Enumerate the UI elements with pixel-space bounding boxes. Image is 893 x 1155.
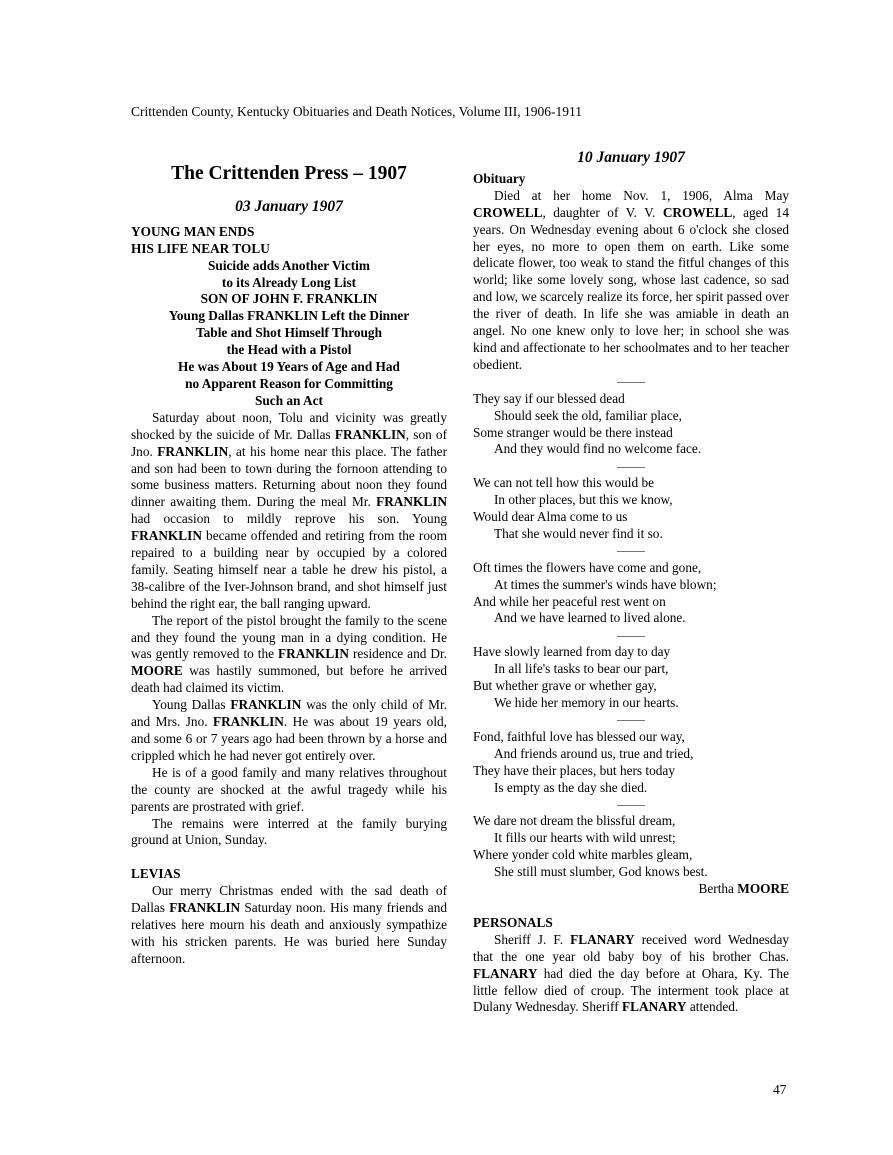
poem-line: Would dear Alma come to us bbox=[473, 509, 628, 525]
section-heading-levias: LEVIAS bbox=[131, 866, 181, 882]
section-heading-personals: PERSONALS bbox=[473, 914, 553, 930]
poem-signature: Bertha MOORE bbox=[698, 880, 789, 896]
subheadline: He was About 19 Years of Age and Had bbox=[178, 359, 400, 375]
poem-line: They say if our blessed dead bbox=[473, 390, 625, 406]
poem-line: And while her peaceful rest went on bbox=[473, 593, 666, 609]
subheadline: Young Dallas FRANKLIN Left the Dinner bbox=[168, 308, 410, 324]
right-column bbox=[473, 150, 789, 1016]
article-paragraph: Saturday about noon, Tolu and vicinity was greatly shocked by the suicide of Mr. Dallas FRANKLIN, son of Jno. FRANKLIN, at his home near this place. The father and son had been to town during the fornoon attending to some business matters. Returning about noon they found dinner awaiting them. During the meal Mr. FRANKLIN had occasion to mildly reprove his son. Young FRANKLIN became offended and retiring from the room repaired to a building near by occupied by a colored family. Seating himself near a table he drew his pistol, a 38-calibre of the Iver-Johnson brand, and shot himself just behind the right ear, the ball ranging upward. bbox=[131, 409, 447, 611]
subheadline: Suicide adds Another Victim bbox=[208, 257, 370, 273]
article-paragraph: The report of the pistol brought the family to the scene and they found the young man in a dying condition. He was gently removed to the FRANKLIN residence and Dr. MOORE was hastily summoned, but before he arrived death had claimed its victim. bbox=[131, 612, 447, 696]
headline-line: HIS LIFE NEAR TOLU bbox=[131, 240, 270, 256]
page-number: 47 bbox=[773, 1082, 787, 1097]
stanza-divider bbox=[473, 796, 789, 813]
section-heading-obituary: Obituary bbox=[473, 170, 526, 186]
poem-line: We hide her memory in our hearts. bbox=[494, 695, 679, 710]
poem-line: We can not tell how this would be bbox=[473, 475, 654, 491]
stanza-divider bbox=[473, 627, 789, 644]
poem-line: Where yonder cold white marbles gleam, bbox=[473, 847, 693, 863]
subheadline: no Apparent Reason for Committing bbox=[185, 375, 393, 391]
subheadline: the Head with a Pistol bbox=[226, 342, 352, 358]
poem-stanza bbox=[473, 644, 789, 712]
article-paragraph: The remains were interred at the family burying ground at Union, Sunday. bbox=[131, 815, 447, 848]
headline bbox=[131, 224, 447, 258]
poem-line: In other places, but this we know, bbox=[494, 492, 673, 508]
poem-line: Some stranger would be there instead bbox=[473, 424, 673, 440]
article-paragraph: Young Dallas FRANKLIN was the only child of Mr. and Mrs. Jno. FRANKLIN. He was about 19 years old, and some 6 or 7 years ago had been thrown by a horse and crippled which he had never got entirely over. bbox=[131, 697, 448, 763]
stanza-divider bbox=[473, 458, 789, 475]
poem-line: And they would find no welcome face. bbox=[494, 441, 702, 457]
poem-line: And friends around us, true and tried, bbox=[494, 745, 694, 761]
poem-stanza bbox=[473, 560, 789, 628]
poem-line: They have their places, but hers today bbox=[473, 762, 675, 778]
poem-line: We dare not dream the blissful dream, bbox=[473, 813, 676, 829]
poem-line: Fond, faithful love has blessed our way, bbox=[473, 728, 685, 744]
poem-line: Have slowly learned from day to day bbox=[473, 644, 671, 660]
poem-line: Oft times the flowers have come and gone, bbox=[473, 559, 702, 575]
poem-line: At times the summer's winds have blown; bbox=[494, 576, 717, 592]
poem-line: In all life's tasks to bear our part, bbox=[494, 661, 669, 677]
subheadline: SON OF JOHN F. FRANKLIN bbox=[200, 291, 378, 307]
poem-stanza bbox=[473, 729, 789, 797]
poem-line: That she would never find it so. bbox=[494, 525, 663, 541]
levias-paragraph: Our merry Christmas ended with the sad death of Dallas FRANKLIN Saturday noon. His many friends and relatives here mourn his death and anxiously sympathize with his stricken parents. He was buried here Sunday afternoon. bbox=[131, 883, 448, 966]
issue-date: 03 January 1907 bbox=[235, 197, 343, 215]
subheadline: Table and Shot Himself Through bbox=[196, 325, 382, 341]
poem-stanza bbox=[473, 391, 789, 459]
poem-stanza bbox=[473, 475, 789, 543]
issue-date: 10 January 1907 bbox=[577, 149, 685, 166]
poem-line: Is empty as the day she died. bbox=[494, 779, 648, 795]
headline-line: YOUNG MAN ENDS bbox=[131, 223, 255, 239]
personals-paragraph: Sheriff J. F. FLANARY received word Wednesday that the one year old baby boy of his brother Chas. FLANARY had died the day before at Ohara, Ky. The little fellow died of croup. The interment took place at Dulany Wednesday. Sheriff FLANARY attended. bbox=[473, 931, 789, 1015]
stanza-divider bbox=[473, 543, 789, 560]
stanza-divider bbox=[473, 712, 789, 729]
running-header: Crittenden County, Kentucky Obituaries and Death Notices, Volume III, 1906-1911 bbox=[131, 104, 583, 119]
left-column bbox=[131, 150, 447, 968]
poem-line: But whether grave or whether gay, bbox=[473, 678, 657, 694]
obituary-paragraph: Died at her home Nov. 1, 1906, Alma May CROWELL, daughter of V. V. CROWELL, aged 14 years. On Wednesday evening about 6 o'clock she closed her eyes, no more to open them on earth. Like some delicate flower, too weak to stand the fitful changes of this world; like some lovely song, whose last cadence, so sad and low, we scarcely realize its force, her spirit passed over the river of death. In life she was amiable in death an angel. No one knew only to love her; in school she was kind and affectionate to her schoolmates and to her teacher obedient. bbox=[473, 187, 789, 372]
stanza-divider bbox=[473, 374, 789, 391]
poem-line: She still must slumber, God knows best. bbox=[494, 864, 708, 880]
poem-stanza bbox=[473, 813, 789, 881]
subheadline: to its Already Long List bbox=[221, 274, 357, 290]
subheadlines bbox=[131, 258, 447, 410]
subheadline: Such an Act bbox=[255, 392, 323, 408]
poem-line: Should seek the old, familiar place, bbox=[494, 407, 682, 423]
publication-title: The Crittenden Press – 1907 bbox=[171, 163, 407, 184]
poem-line: And we have learned to lived alone. bbox=[494, 610, 686, 626]
poem-line: It fills our hearts with wild unrest; bbox=[494, 830, 676, 846]
article-paragraph: He is of a good family and many relatives throughout the county are shocked at the awful tragedy while his parents are prostrated with grief. bbox=[131, 764, 447, 814]
